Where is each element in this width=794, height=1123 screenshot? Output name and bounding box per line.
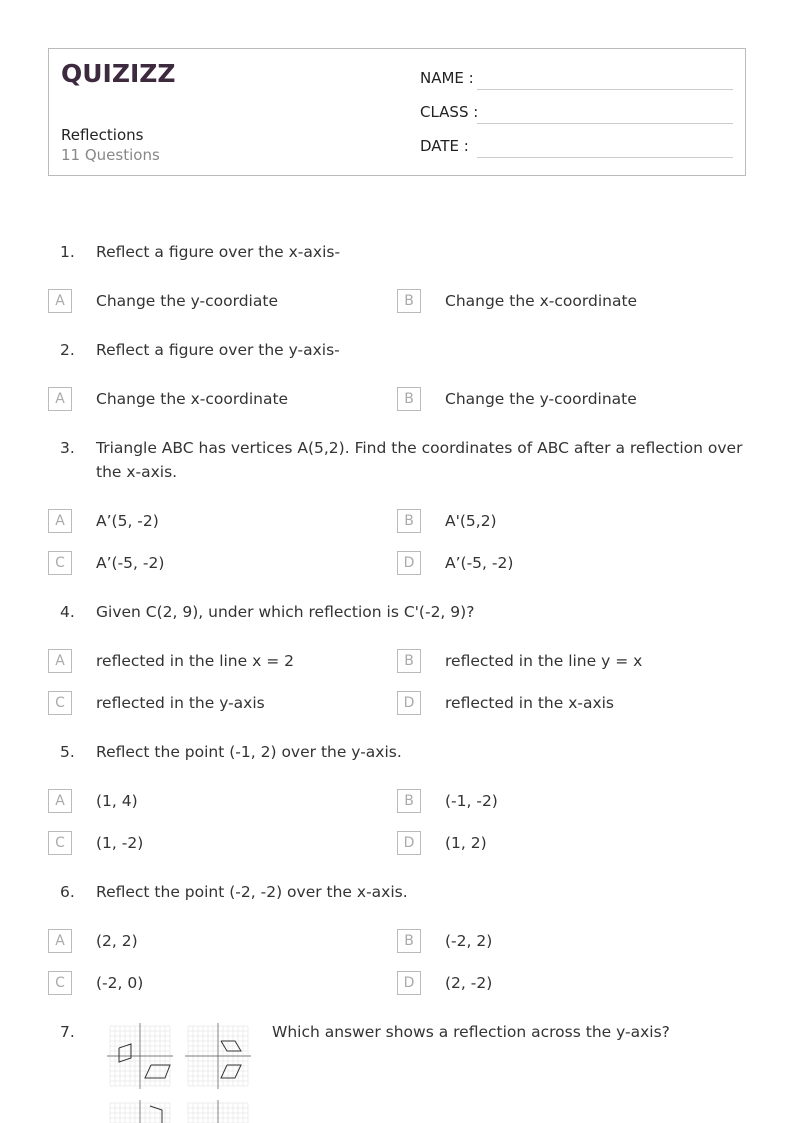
option-letter-box[interactable]: B [397, 649, 421, 673]
option-letter-box[interactable]: A [48, 289, 72, 313]
reflection-graphs-image [95, 1018, 265, 1123]
option-text: (1, 4) [96, 792, 138, 810]
option-text: Change the y-coordiate [96, 292, 278, 310]
question-number: 5. [60, 743, 75, 761]
option-letter-box[interactable]: A [48, 929, 72, 953]
option-text: A’(-5, -2) [96, 554, 165, 572]
option-text: (2, -2) [445, 974, 493, 992]
option-letter-box[interactable]: A [48, 387, 72, 411]
option-text: (1, -2) [96, 834, 144, 852]
option-letter-box[interactable]: A [48, 789, 72, 813]
question-number: 4. [60, 603, 75, 621]
date-line[interactable] [477, 157, 733, 158]
option-text: A'(5,2) [445, 512, 497, 530]
option-letter-box[interactable]: D [397, 691, 421, 715]
option-text: A’(-5, -2) [445, 554, 514, 572]
question-number: 2. [60, 341, 75, 359]
worksheet-header [48, 48, 746, 176]
option-letter-box[interactable]: D [397, 971, 421, 995]
option-letter-box[interactable]: B [397, 789, 421, 813]
option-text: (2, 2) [96, 932, 138, 950]
question-text: Reflect a figure over the y-axis- [96, 341, 340, 359]
question-number: 3. [60, 439, 75, 457]
option-text: A’(5, -2) [96, 512, 159, 530]
option-text: Change the x-coordinate [445, 292, 638, 310]
question-number: 7. [60, 1023, 75, 1041]
question-number: 1. [60, 243, 75, 261]
class-label: CLASS : [420, 103, 479, 121]
name-line[interactable] [477, 89, 733, 90]
graph-panel [107, 1023, 173, 1089]
option-text: (-2, 2) [445, 932, 493, 950]
option-text: Change the y-coordinate [445, 390, 637, 408]
question-count: 11 Questions [61, 146, 160, 164]
option-text: reflected in the y-axis [96, 694, 265, 712]
class-line[interactable] [477, 123, 733, 124]
option-letter-box[interactable]: A [48, 649, 72, 673]
question-text: Reflect a figure over the x-axis- [96, 243, 341, 261]
option-text: reflected in the line x = 2 [96, 652, 294, 670]
date-label: DATE : [420, 137, 469, 155]
option-letter-box[interactable]: B [397, 289, 421, 313]
option-letter-box[interactable]: D [397, 831, 421, 855]
option-text: (-2, 0) [96, 974, 144, 992]
option-letter-box[interactable]: B [397, 509, 421, 533]
question-text: Which answer shows a reflection across the y-axis? [272, 1023, 670, 1041]
option-text: Change the x-coordinate [96, 390, 289, 408]
option-text: reflected in the line y = x [445, 652, 643, 670]
worksheet-title: Reflections [61, 126, 144, 144]
option-text: (1, 2) [445, 834, 487, 852]
quizizz-logo: QUIZIZZ [61, 59, 176, 88]
question-text: Reflect the point (-1, 2) over the y-axis. [96, 743, 402, 761]
question-text: Reflect the point (-2, -2) over the x-axis. [96, 883, 408, 901]
name-label: NAME : [420, 69, 474, 87]
option-letter-box[interactable]: C [48, 831, 72, 855]
option-text: reflected in the x-axis [445, 694, 615, 712]
option-letter-box[interactable]: C [48, 551, 72, 575]
option-text: (-1, -2) [445, 792, 498, 810]
option-letter-box[interactable]: A [48, 509, 72, 533]
option-letter-box[interactable]: C [48, 691, 72, 715]
graph-panel [185, 1100, 251, 1123]
question-text: Given C(2, 9), under which reflection is C'(-2, 9)? [96, 603, 475, 621]
option-letter-box[interactable]: D [397, 551, 421, 575]
question-number: 6. [60, 883, 75, 901]
graph-panel [107, 1100, 173, 1123]
option-letter-box[interactable]: B [397, 929, 421, 953]
option-letter-box[interactable]: C [48, 971, 72, 995]
option-letter-box[interactable]: B [397, 387, 421, 411]
graph-panel [185, 1023, 251, 1089]
question-text: Triangle ABC has vertices A(5,2). Find the coordinates of ABC after a reflection over the x-axis. [96, 439, 743, 481]
